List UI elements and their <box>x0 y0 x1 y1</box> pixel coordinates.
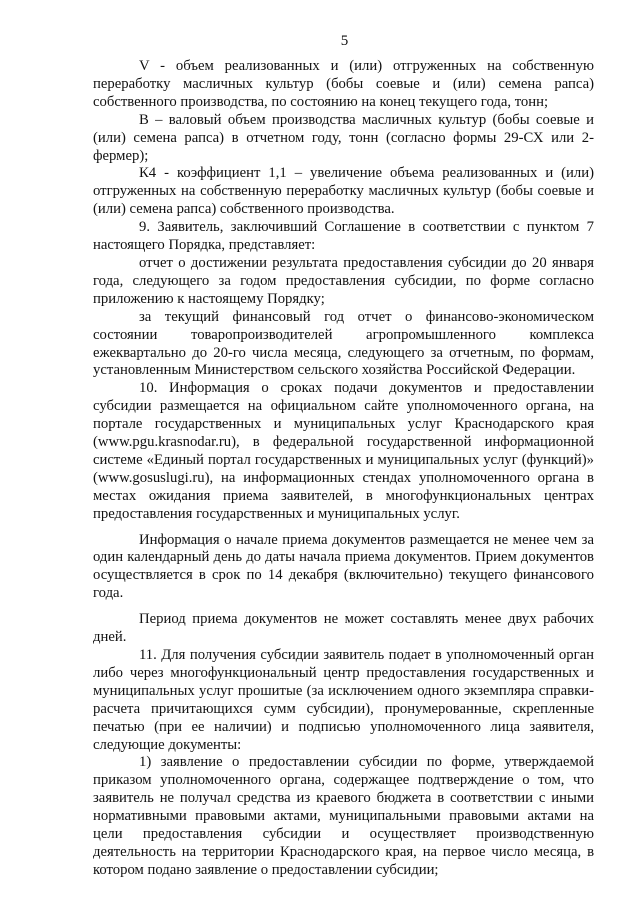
paragraph-application-1: 1) заявление о предоставлении субсидии по форме, утверждаемой приказом уполномоченного органа, содержащее подтверждение о том, что заявитель не получал средства из краевого бюджета в соответствии с иными нормативными правовыми актами, муниципальными правовыми актами на цели предоставления субсидии и осуществляет производственную деятельность на территории Краснодарского края, на первое число месяца, в котором подано заявление о предоставлении субсидии; <box>93 754 594 878</box>
paragraph-item-9: 9. Заявитель, заключивший Соглашение в соответствии с пунктом 7 настоящего Порядка, представляет: <box>93 219 594 254</box>
paragraph-v-definition: V - объем реализованных и (или) отгруженных на собственную переработку масличных культур (бобы соевые и (или) семена рапса) собственного производства, по состоянию на конец текущего года, тонн; <box>93 58 594 110</box>
paragraph-report-result: отчет о достижении результата предоставления субсидии до 20 января года, следующего за годом предоставления субсидии, по форме согласно приложению к настоящему Порядку; <box>93 254 594 307</box>
paragraph-reception-start: Информация о начале приема документов размещается не менее чем за один календарный день до даты начала приема документов. Прием документов осуществляется в срок по 14 декабря (включительно) текущего финансового года. <box>93 531 594 602</box>
paragraph-item-10: 10. Информация о сроках подачи документов и предоставлении субсидии размещается на официальном сайте уполномоченного органа, на портале государственных и муниципальных услуг Краснодарского края (www.pgu.krasnodar.ru), в федеральной государственной информационной системе «Единый портал государственных и муниципальных услуг (функций)» (www.gosuslugi.ru), на информационных стендах уполномоченного органа в местах ожидания приема заявителей, в многофункциональных центрах предоставления государственных и муниципальных услуг. <box>93 380 594 522</box>
paragraph-item-11: 11. Для получения субсидии заявитель подает в уполномоченный орган либо через многофункциональный центр предоставления государственных и муниципальных услуг прошитые (за исключением одного экземпляра справки-расчета причитающихся сумм субсидии), пронумерованные, скрепленные печатью (при ее наличии) и подписью уполномоченного лица заявителя, следующие документы: <box>93 647 594 753</box>
paragraph-b-definition: В – валовый объем производства масличных культур (бобы соевые и (или) семена рапса) в отчетном году, тонн (согласно формы 29-СХ или 2-фермер); <box>93 111 594 164</box>
document-body <box>93 58 594 880</box>
page-number: 5 <box>340 33 349 49</box>
paragraph-k4-definition: К4 - коэффициент 1,1 – увеличение объема реализованных и (или) отгруженных на собственную переработку масличных культур (бобы соевые и (или) семена рапса) собственного производства. <box>93 165 594 218</box>
paragraph-report-financial: за текущий финансовый год отчет о финансово-экономическом состоянии товаропроизводителей агропромышленного комплекса ежеквартально до 20-го числа месяца, следующего за отчетным, по формам, установленным Министерством сельского хозяйства Российской Федерации. <box>93 308 594 379</box>
paragraph-reception-period: Период приема документов не может составлять менее двух рабочих дней. <box>93 611 594 646</box>
